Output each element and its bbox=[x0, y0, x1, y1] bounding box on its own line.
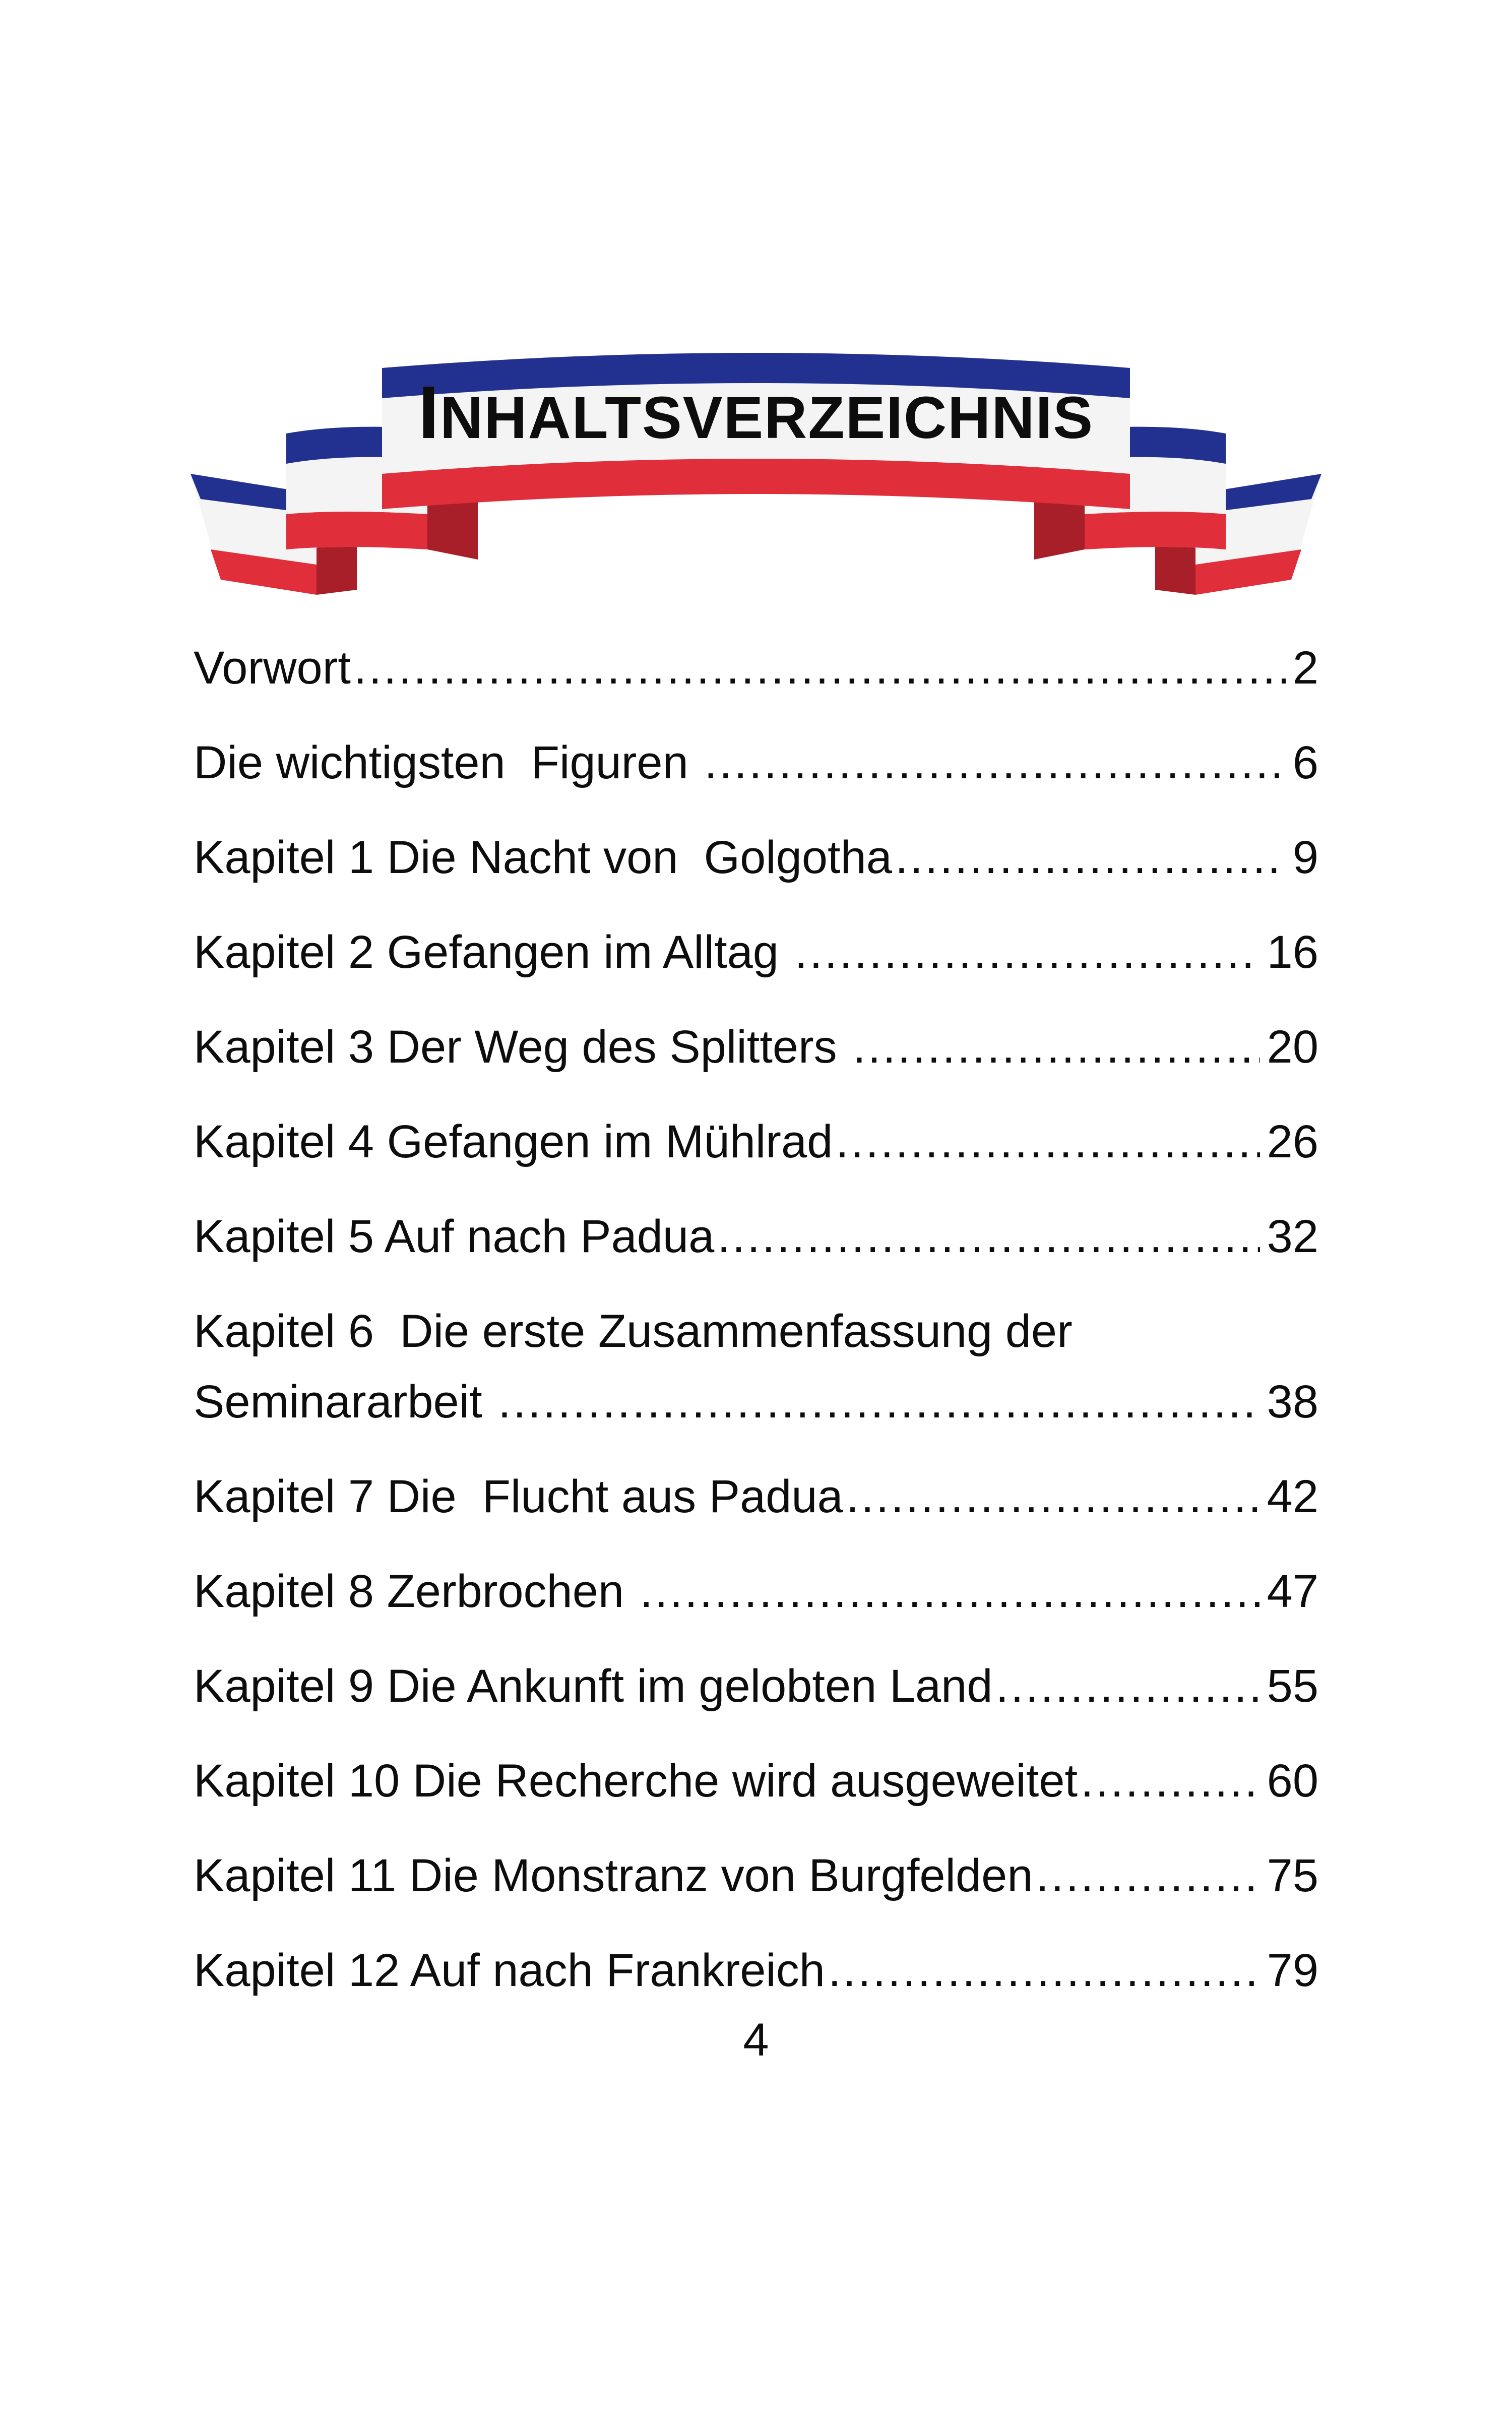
toc-entry[interactable] bbox=[194, 1556, 1318, 1627]
toc-leader-dots bbox=[704, 727, 1286, 798]
title-rest: NHALTSVERZEICHNIS bbox=[440, 385, 1094, 451]
toc-leader-dots bbox=[498, 1367, 1259, 1437]
toc-entry-page: 2 bbox=[1292, 642, 1318, 694]
toc-entry-page: 26 bbox=[1267, 1116, 1318, 1167]
toc-entry-label: Vorwort bbox=[194, 642, 351, 694]
toc-leader-dots bbox=[1036, 1840, 1259, 1911]
toc-entry-label: Kapitel 8 Zerbrochen bbox=[194, 1566, 637, 1617]
toc-leader-dots bbox=[640, 1556, 1260, 1627]
toc-entry[interactable] bbox=[194, 1201, 1318, 1272]
toc-entry-page: 79 bbox=[1267, 1945, 1318, 1996]
toc-entry-page: 75 bbox=[1267, 1850, 1318, 1901]
toc-entry-label: Kapitel 7 Die Flucht aus Padua bbox=[194, 1471, 843, 1522]
toc-entry[interactable] bbox=[194, 1746, 1318, 1816]
toc-leader-dots bbox=[846, 1461, 1260, 1532]
toc-leader-dots bbox=[795, 917, 1260, 987]
toc-leader-dots bbox=[354, 633, 1286, 703]
toc-leader-dots bbox=[717, 1201, 1259, 1272]
toc-entry-label: Kapitel 5 Auf nach Padua bbox=[194, 1211, 715, 1262]
toc-entry-label: Seminararbeit bbox=[194, 1376, 495, 1428]
toc-leader-dots bbox=[853, 1012, 1259, 1082]
toc-entry[interactable] bbox=[194, 1651, 1318, 1721]
toc-leader-dots bbox=[1081, 1746, 1260, 1816]
toc-entry-label: Kapitel 3 Der Weg des Splitters bbox=[194, 1021, 850, 1073]
toc-leader-dots bbox=[828, 1935, 1260, 2006]
toc-entry-page: 6 bbox=[1292, 737, 1318, 788]
page-title bbox=[0, 371, 1512, 454]
toc-entry[interactable] bbox=[194, 633, 1318, 703]
toc-entry-page: 16 bbox=[1267, 926, 1318, 978]
toc-entry-label: Kapitel 10 Die Recherche wird ausgeweitet bbox=[194, 1755, 1078, 1807]
toc-entry-page: 20 bbox=[1267, 1021, 1318, 1073]
toc-leader-dots bbox=[836, 1106, 1259, 1177]
toc-entry-label: Kapitel 2 Gefangen im Alltag bbox=[194, 926, 792, 978]
toc-entry[interactable] bbox=[194, 1935, 1318, 2006]
toc-entry-page: 47 bbox=[1267, 1566, 1318, 1617]
toc-entry[interactable] bbox=[194, 1840, 1318, 1911]
toc-entry-label: Kapitel 1 Die Nacht von Golgotha bbox=[194, 832, 892, 883]
toc-entry-label: Kapitel 9 Die Ankunft im gelobten Land bbox=[194, 1660, 993, 1712]
toc-entry[interactable] bbox=[194, 1461, 1318, 1532]
toc-entry[interactable] bbox=[194, 822, 1318, 893]
toc-entry-label: Kapitel 12 Auf nach Frankreich bbox=[194, 1945, 825, 1996]
toc-entry-label: Kapitel 11 Die Monstranz von Burgfelden bbox=[194, 1850, 1033, 1901]
toc-entry-page: 55 bbox=[1267, 1660, 1318, 1712]
toc-leader-dots bbox=[996, 1651, 1260, 1721]
toc-entry-page: 60 bbox=[1267, 1755, 1318, 1807]
toc-entry-label-line1: Kapitel 6 Die erste Zusammenfassung der bbox=[194, 1306, 1073, 1357]
toc-entry[interactable] bbox=[194, 1296, 1318, 1437]
toc-entry-page: 9 bbox=[1292, 832, 1318, 883]
toc-entry[interactable] bbox=[194, 917, 1318, 987]
toc-entry[interactable] bbox=[194, 1106, 1318, 1177]
toc-entry-label: Kapitel 4 Gefangen im Mühlrad bbox=[194, 1116, 833, 1167]
title-initial: I bbox=[418, 371, 440, 454]
page-number: 4 bbox=[743, 2014, 769, 2066]
toc-entry[interactable] bbox=[194, 727, 1318, 798]
toc-entry-page: 32 bbox=[1267, 1211, 1318, 1262]
toc-entry-label: Die wichtigsten Figuren bbox=[194, 737, 702, 788]
toc-entry-page: 38 bbox=[1267, 1376, 1318, 1428]
toc-entry-page: 42 bbox=[1267, 1471, 1318, 1522]
toc-leader-dots bbox=[895, 822, 1286, 893]
toc-entry[interactable] bbox=[194, 1012, 1318, 1082]
table-of-contents bbox=[194, 633, 1318, 2030]
